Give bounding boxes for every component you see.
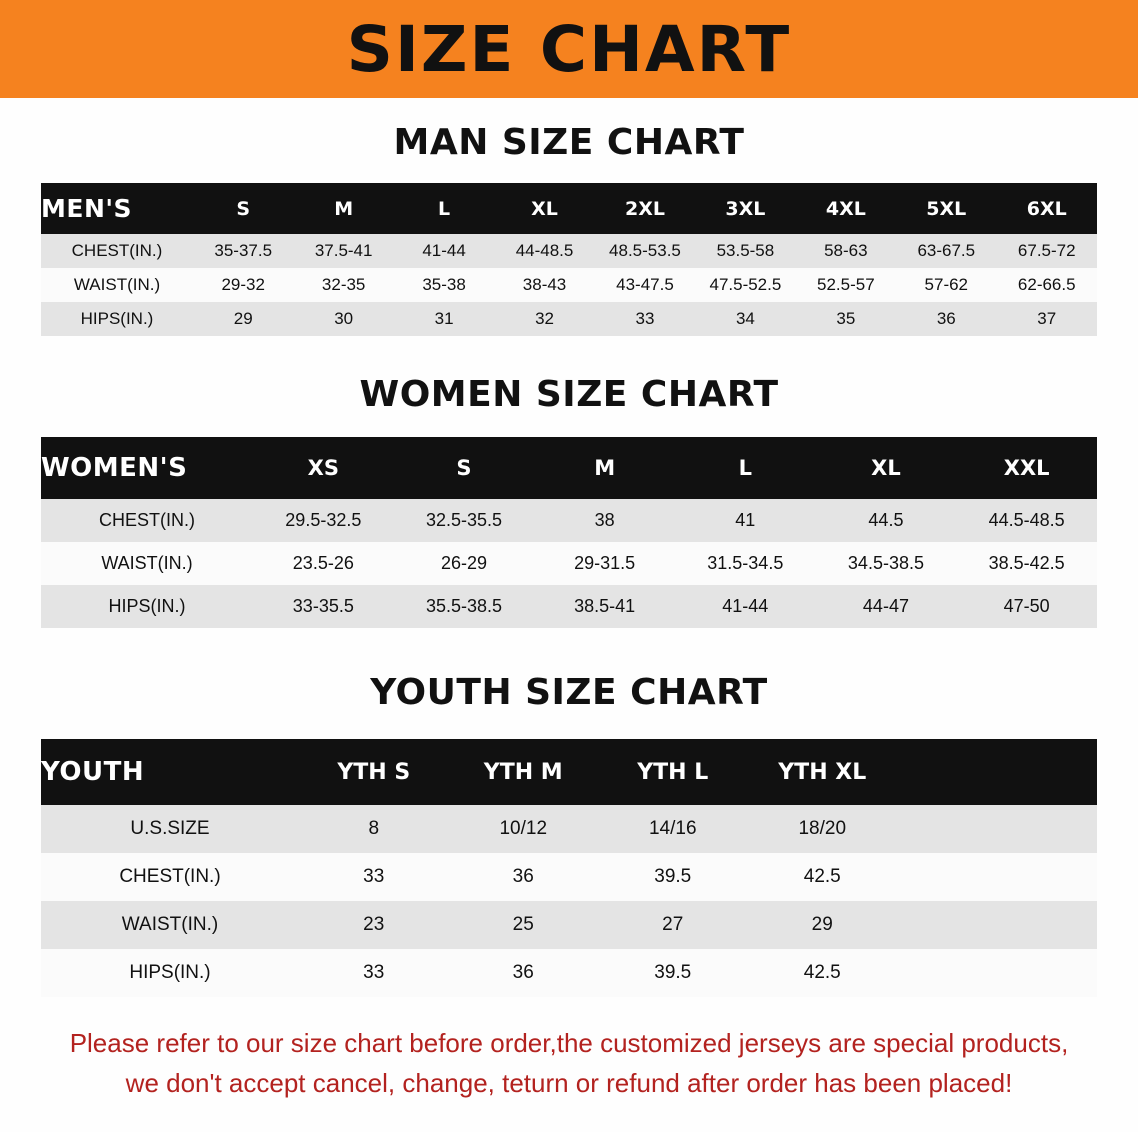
man-header-size-5: 3XL [725,197,766,220]
women-cell-2-4: 44-47 [862,596,909,616]
man-table-header [41,183,1097,234]
man-header-size-6: 4XL [825,197,866,220]
women-cell-0-5: 44.5-48.5 [988,510,1065,530]
man-row-label-2: HIPS(IN.) [80,309,154,328]
women-cell-1-3: 31.5-34.5 [707,553,784,573]
youth-section-heading: YOUTH SIZE CHART [370,672,768,713]
man-cell-2-6: 35 [836,309,856,328]
youth-cell-2-3: 29 [811,914,833,935]
women-cell-1-4: 34.5-38.5 [847,553,924,573]
man-header-size-1: M [334,197,354,220]
youth-header-size-1: YTH M [483,759,563,785]
youth-cell-3-spacer [897,949,1097,997]
women-section-heading: WOMEN SIZE CHART [359,374,779,415]
table-row [41,499,1097,542]
youth-header-label: YOUTH [41,757,145,787]
women-row-label-0: CHEST(IN.) [99,510,195,530]
women-cell-0-1: 32.5-35.5 [425,510,503,530]
women-header-label: WOMEN'S [41,453,188,483]
youth-cell-1-2: 39.5 [654,866,692,887]
table-row [41,234,1097,268]
youth-table-header [41,739,1097,805]
man-header-size-4: 2XL [624,197,665,220]
man-cell-2-1: 30 [334,309,354,328]
women-cell-2-5: 47-50 [1003,596,1050,616]
man-header-size-0: S [236,197,251,220]
women-cell-2-0: 33-35.5 [292,596,354,616]
table-row [41,542,1097,585]
youth-row-label-1: CHEST(IN.) [119,866,221,887]
youth-size-table [41,739,1097,997]
women-cell-1-5: 38.5-42.5 [988,553,1065,573]
women-cell-1-0: 23.5-26 [292,553,354,573]
table-header-row [41,183,1097,234]
youth-row-label-0: U.S.SIZE [130,818,210,839]
table-row [41,901,1097,949]
youth-header-size-0: YTH S [337,759,411,785]
youth-cell-0-2: 14/16 [648,818,697,839]
women-cell-0-0: 29.5-32.5 [285,510,362,530]
youth-cell-3-2: 39.5 [654,962,692,983]
man-cell-2-4: 33 [635,309,655,328]
man-header-label: MEN'S [41,194,133,223]
page-banner [0,0,1138,98]
man-header-size-2: L [438,197,451,220]
youth-cell-0-0: 8 [368,818,380,839]
youth-cell-2-0: 23 [363,914,385,935]
women-header-size-2: M [594,456,616,480]
women-table-header [41,437,1097,499]
table-row [41,853,1097,901]
man-cell-0-3: 44-48.5 [515,241,574,260]
man-cell-2-5: 34 [735,309,755,328]
man-table-body [41,234,1097,336]
women-header-size-0: XS [307,456,339,480]
man-cell-0-5: 53.5-58 [716,241,775,260]
women-cell-2-3: 41-44 [722,596,769,616]
youth-cell-0-1: 10/12 [499,818,548,839]
man-cell-2-8: 37 [1037,309,1057,328]
man-cell-1-4: 43-47.5 [616,275,674,294]
man-section-heading: MAN SIZE CHART [393,122,745,163]
youth-cell-0-3: 18/20 [798,818,847,839]
youth-row-label-2: WAIST(IN.) [121,914,219,935]
table-header-row [41,437,1097,499]
table-header-row [41,739,1097,805]
note-line-2: we don't accept cancel, change, teturn or refund after order has been placed! [125,1068,1013,1099]
man-cell-2-2: 31 [434,309,454,328]
youth-table-body [41,805,1097,997]
man-cell-0-1: 37.5-41 [314,241,373,260]
youth-header-size-3: YTH XL [778,759,867,785]
man-cell-2-7: 36 [936,309,956,328]
women-header-size-1: S [456,456,472,480]
youth-cell-1-0: 33 [363,866,385,887]
youth-cell-3-1: 36 [512,962,534,983]
youth-cell-2-spacer [897,901,1097,949]
man-cell-1-7: 57-62 [924,275,969,294]
women-size-table [41,437,1097,628]
man-cell-2-0: 29 [233,309,253,328]
youth-cell-3-0: 33 [363,962,385,983]
youth-cell-0-spacer [897,805,1097,853]
youth-header-size-2: YTH L [637,759,709,785]
man-header-size-3: XL [531,197,558,220]
man-row-label-1: WAIST(IN.) [73,275,161,294]
youth-row-label-3: HIPS(IN.) [129,962,211,983]
youth-cell-1-1: 36 [512,866,534,887]
women-cell-1-1: 26-29 [440,553,487,573]
youth-header-spacer [897,739,1097,805]
man-cell-0-6: 58-63 [824,241,868,260]
note-line-1: Please refer to our size chart before order,the customized jerseys are special products, [69,1028,1069,1058]
man-size-table-wrapper [41,183,1097,336]
table-row [41,949,1097,997]
man-cell-1-0: 29-32 [221,275,265,294]
youth-size-table-wrapper [41,739,1097,997]
man-cell-0-4: 48.5-53.5 [609,241,681,260]
women-header-size-4: XL [871,456,901,480]
man-cell-0-7: 63-67.5 [917,241,976,260]
women-cell-0-3: 41 [735,510,756,530]
women-cell-0-4: 44.5 [868,510,904,530]
table-row [41,302,1097,336]
youth-cell-2-1: 25 [512,914,534,935]
youth-cell-3-3: 42.5 [803,962,841,983]
women-header-size-3: L [738,456,752,480]
table-row [41,585,1097,628]
women-cell-2-2: 38.5-41 [574,596,636,616]
man-cell-1-2: 35-38 [422,275,466,294]
return-policy-note [34,1023,1104,1104]
table-row [41,268,1097,302]
man-header-size-7: 5XL [926,197,967,220]
man-cell-1-8: 62-66.5 [1017,275,1076,294]
women-size-table-wrapper [41,437,1097,628]
man-cell-0-0: 35-37.5 [214,241,273,260]
man-cell-1-5: 47.5-52.5 [709,275,782,294]
man-cell-0-2: 41-44 [422,241,466,260]
man-size-table [41,183,1097,336]
man-header-size-8: 6XL [1026,197,1067,220]
women-cell-2-1: 35.5-38.5 [425,596,503,616]
man-row-label-0: CHEST(IN.) [71,241,163,260]
women-row-label-1: WAIST(IN.) [101,553,193,573]
women-header-size-5: XXL [1003,456,1050,480]
man-cell-0-8: 67.5-72 [1017,241,1076,260]
women-table-body [41,499,1097,628]
women-row-label-2: HIPS(IN.) [108,596,186,616]
youth-cell-1-3: 42.5 [803,866,841,887]
women-cell-1-2: 29-31.5 [574,553,636,573]
youth-cell-1-spacer [897,853,1097,901]
man-cell-1-1: 32-35 [321,275,366,294]
man-cell-2-3: 32 [535,309,554,328]
page-title: SIZE CHART [346,12,792,86]
man-cell-1-6: 52.5-57 [817,275,875,294]
youth-cell-2-2: 27 [662,914,684,935]
table-row [41,805,1097,853]
women-cell-0-2: 38 [594,510,615,530]
man-cell-1-3: 38-43 [522,275,567,294]
